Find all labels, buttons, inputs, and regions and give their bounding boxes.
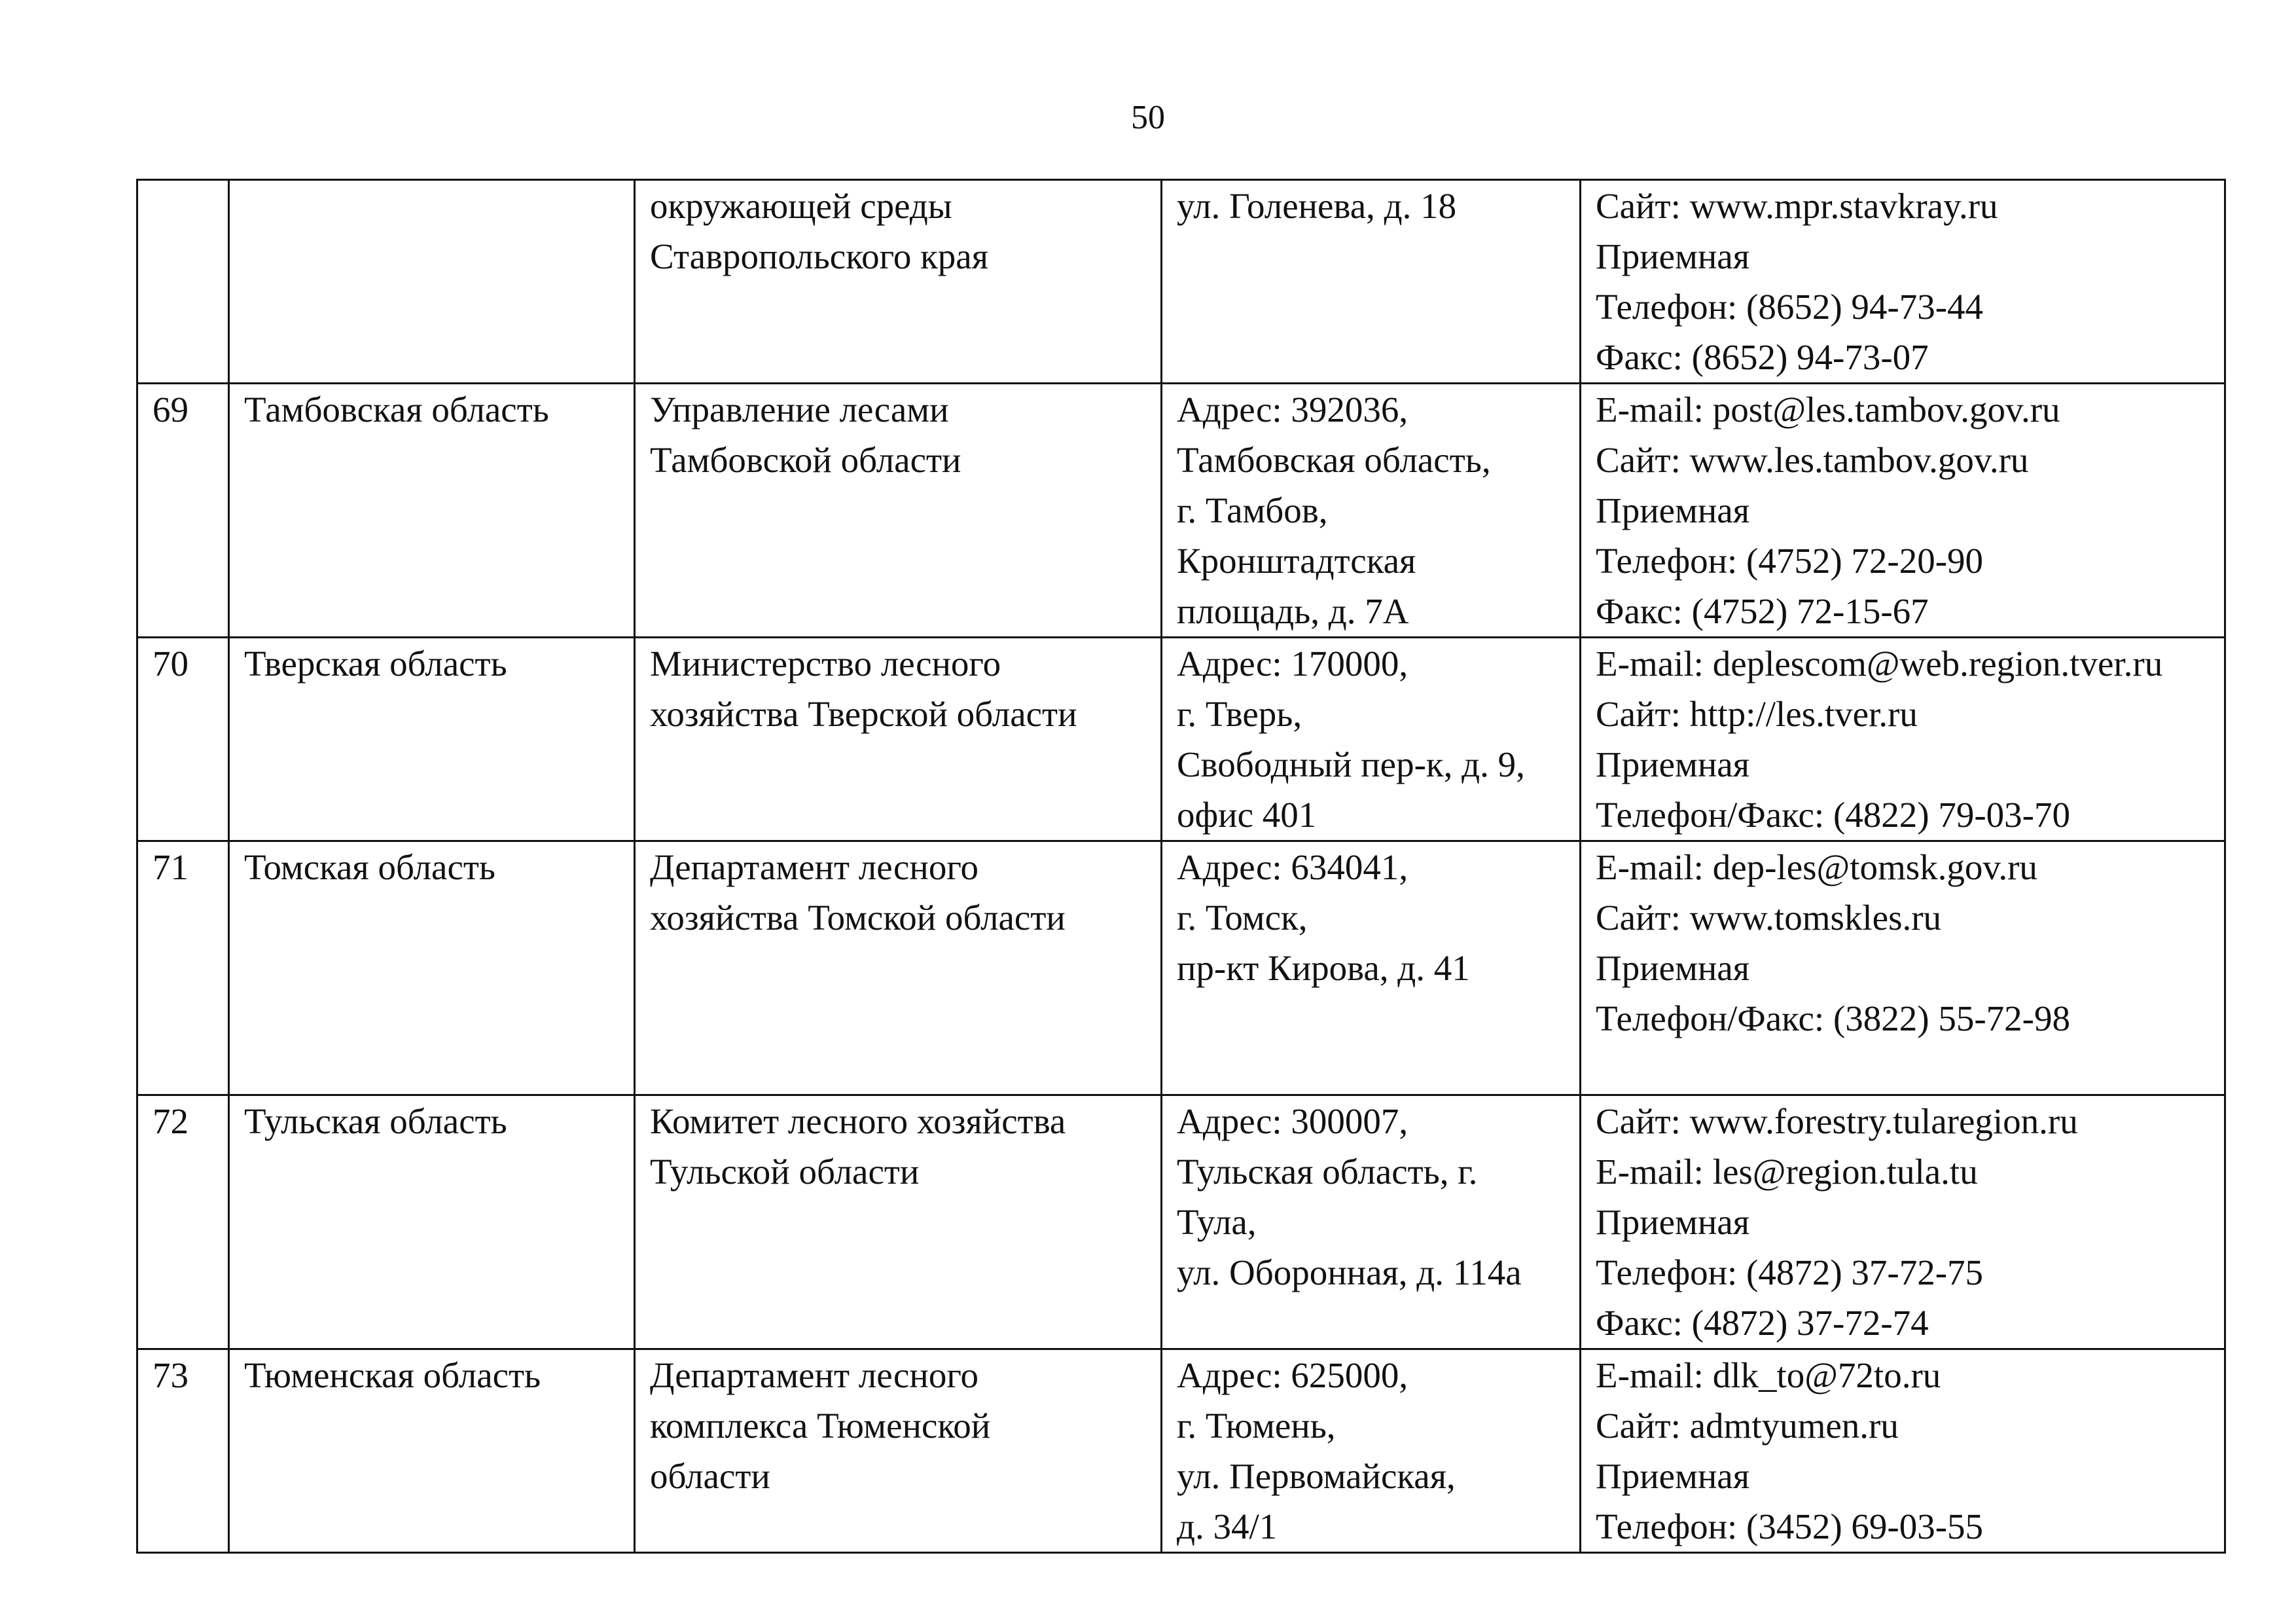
contact-line: Приемная [1596, 1456, 1750, 1496]
contact-line: Телефон/Факс: (4822) 79-03-70 [1596, 795, 2070, 835]
organization-name [635, 638, 1162, 841]
address-line: пр-кт Кирова, д. 41 [1177, 948, 1470, 988]
region-name: Тамбовская область [229, 384, 635, 638]
organization-line: Тамбовской области [650, 440, 961, 480]
contacts [1581, 638, 2225, 841]
organization-name [635, 841, 1162, 1095]
organization-line: хозяйства Томской области [650, 898, 1066, 938]
organization-line: Комитет лесного хозяйства [650, 1101, 1066, 1141]
address-line: г. Тверь, [1177, 694, 1302, 734]
address-line: Адрес: 625000, [1177, 1355, 1408, 1395]
contact-line: Сайт: admtyumen.ru [1596, 1406, 1899, 1446]
contact-line: Телефон/Факс: (3822) 55-72-98 [1596, 998, 2070, 1038]
address-line: Адрес: 392036, [1177, 390, 1408, 429]
address [1162, 1349, 1581, 1553]
region-name [229, 180, 635, 384]
organization-line: Департамент лесного [650, 1355, 979, 1395]
region-name: Тюменская область [229, 1349, 635, 1553]
address-line: площадь, д. 7А [1177, 591, 1409, 631]
contact-line: Приемная [1596, 744, 1750, 784]
row-number: 72 [137, 1095, 229, 1349]
organization-name [635, 1349, 1162, 1553]
address [1162, 1095, 1581, 1349]
page-number: 50 [1131, 99, 1165, 136]
organization-line: Министерство лесного [650, 644, 1001, 684]
organization-name [635, 1095, 1162, 1349]
contact-line: Приемная [1596, 948, 1750, 988]
address [1162, 384, 1581, 638]
address [1162, 841, 1581, 1095]
row-number: 71 [137, 841, 229, 1095]
organization-line: Департамент лесного [650, 847, 979, 887]
contact-line: Телефон: (4752) 72-20-90 [1596, 541, 1984, 581]
address-line: Кронштадтская [1177, 541, 1416, 581]
address-line: Адрес: 300007, [1177, 1101, 1408, 1141]
address-line: Тульская область, г. [1177, 1152, 1478, 1192]
address-line: ул. Первомайская, [1177, 1456, 1456, 1496]
contact-line: E-mail: post@les.tambov.gov.ru [1596, 390, 2060, 429]
row-number: 73 [137, 1349, 229, 1553]
contact-line: E-mail: dlk_to@72to.ru [1596, 1355, 1941, 1395]
table-row [137, 1349, 2225, 1553]
address-line: д. 34/1 [1177, 1506, 1278, 1546]
address-line: Адрес: 634041, [1177, 847, 1408, 887]
region-name: Тульская область [229, 1095, 635, 1349]
contacts [1581, 1095, 2225, 1349]
table-row [137, 384, 2225, 638]
contacts [1581, 841, 2225, 1095]
organization-name [635, 384, 1162, 638]
address [1162, 638, 1581, 841]
contact-line: Телефон: (8652) 94-73-44 [1596, 287, 1984, 327]
forestry-contacts-table [136, 179, 2226, 1554]
contact-line: Приемная [1596, 490, 1750, 530]
address-line: ул. Оборонная, д. 114а [1177, 1252, 1522, 1292]
organization-line: Тульской области [650, 1152, 920, 1192]
contact-line: E-mail: les@region.tula.tu [1596, 1152, 1978, 1192]
contact-line: Телефон: (4872) 37-72-75 [1596, 1252, 1984, 1292]
organization-line: комплекса Тюменской [650, 1406, 991, 1446]
contact-line: E-mail: dep-les@tomsk.gov.ru [1596, 847, 2037, 887]
contact-line: Приемная [1596, 236, 1750, 276]
address-line: Адрес: 170000, [1177, 644, 1408, 684]
organization-line: окружающей среды [650, 186, 952, 226]
contacts [1581, 384, 2225, 638]
contact-line: Телефон: (3452) 69-03-55 [1596, 1506, 1984, 1546]
contact-line: E-mail: deplescom@web.region.tver.ru [1596, 644, 2163, 684]
contact-line: Сайт: http://les.tver.ru [1596, 694, 1918, 734]
contact-line: Сайт: www.forestry.tularegion.ru [1596, 1101, 2078, 1141]
address-line: Тула, [1177, 1202, 1257, 1242]
table-row [137, 180, 2225, 384]
organization-line: Ставропольского края [650, 236, 988, 276]
row-number: 69 [137, 384, 229, 638]
contact-line: Факс: (8652) 94-73-07 [1596, 337, 1929, 377]
contact-line: Сайт: www.tomskles.ru [1596, 898, 1942, 938]
address-line: г. Томск, [1177, 898, 1308, 938]
contact-line: Сайт: www.mpr.stavkray.ru [1596, 186, 1998, 226]
organization-line: хозяйства Тверской области [650, 694, 1077, 734]
address [1162, 180, 1581, 384]
contacts [1581, 180, 2225, 384]
address-line: ул. Голенева, д. 18 [1177, 186, 1457, 226]
table-row [137, 1095, 2225, 1349]
address-line: Тамбовская область, [1177, 440, 1491, 480]
contacts [1581, 1349, 2225, 1553]
row-number [137, 180, 229, 384]
row-number: 70 [137, 638, 229, 841]
address-line: г. Тамбов, [1177, 490, 1328, 530]
table-row [137, 841, 2225, 1095]
contact-line: Факс: (4752) 72-15-67 [1596, 591, 1929, 631]
address-line: Свободный пер-к, д. 9, [1177, 744, 1525, 784]
table-row [137, 638, 2225, 841]
organization-line: области [650, 1456, 770, 1496]
address-line: г. Тюмень, [1177, 1406, 1336, 1446]
organization-name [635, 180, 1162, 384]
address-line: офис 401 [1177, 795, 1317, 835]
contact-line: Приемная [1596, 1202, 1750, 1242]
contact-line: Сайт: www.les.tambov.gov.ru [1596, 440, 2029, 480]
organization-line: Управление лесами [650, 390, 949, 429]
contact-line: Факс: (4872) 37-72-74 [1596, 1303, 1929, 1343]
region-name: Томская область [229, 841, 635, 1095]
region-name: Тверская область [229, 638, 635, 841]
